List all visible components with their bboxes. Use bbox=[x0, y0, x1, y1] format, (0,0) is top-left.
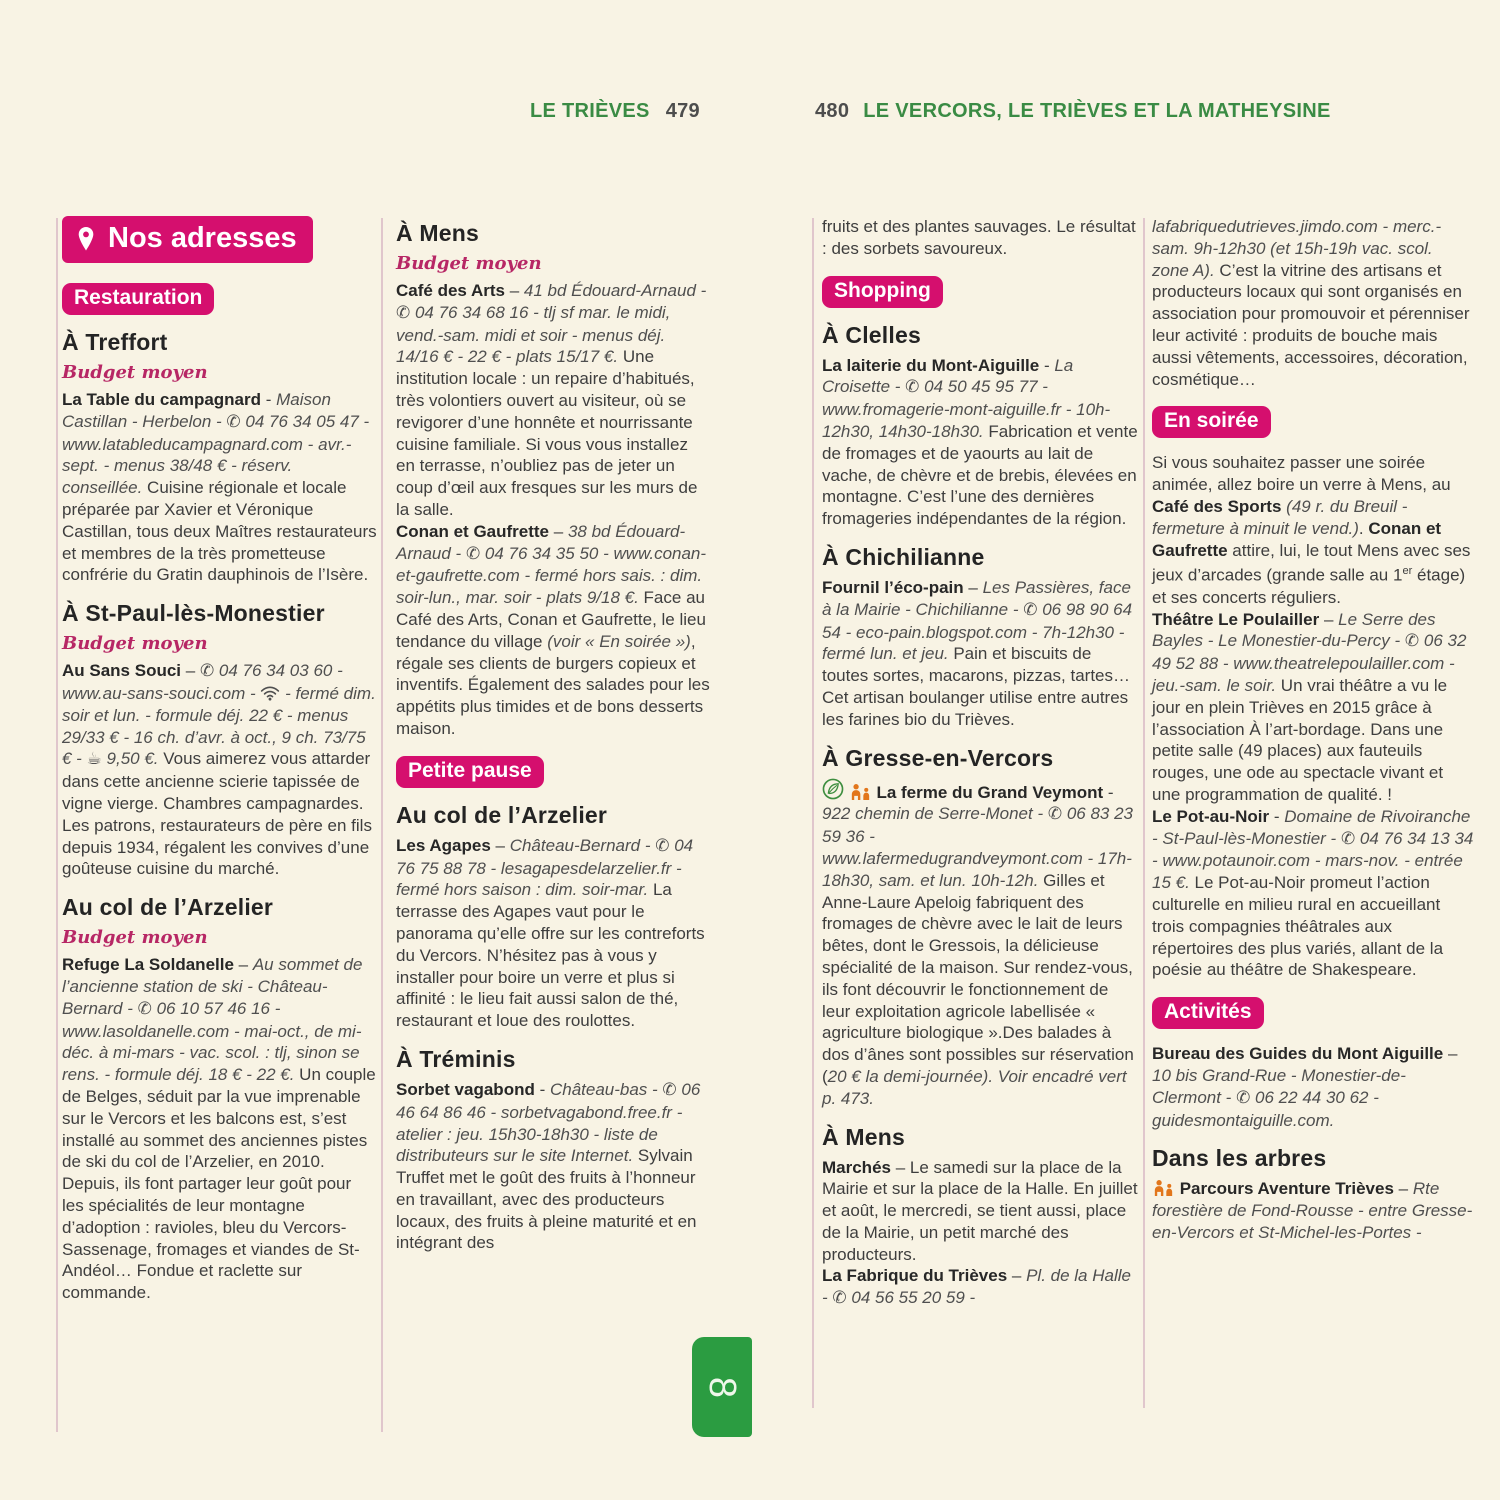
text-segment: - bbox=[534, 1079, 550, 1099]
text-segment: 04 76 34 13 34 - www.potaunoir.com - mars-nov. - entrée 15 €. bbox=[1152, 828, 1474, 893]
text-segment: - bbox=[1269, 806, 1285, 826]
cup-icon: ☕ bbox=[86, 749, 102, 770]
entry-paragraph bbox=[396, 521, 710, 740]
text-segment: . bbox=[1358, 518, 1369, 538]
entry-paragraph bbox=[396, 835, 710, 1032]
map-pin-icon bbox=[74, 226, 98, 252]
text-segment: fruits et des plantes sauvages. Le résultat : des sorbets savoureux. bbox=[822, 217, 1136, 258]
text-segment: La ferme du Grand Veymont bbox=[871, 782, 1104, 802]
place-heading: À Mens bbox=[822, 1123, 905, 1150]
text-segment: 04 76 34 68 16 - tlj sf mar. le midi, vend.-sam. midi et soir - menus déj. 14/16 € - 22 € - plats 15/17 €. bbox=[396, 302, 671, 367]
text-segment: Sylvain Truffet met le goût des fruits à l’honneur en travaillant, avec des producteurs locaux, des fruits à pleine maturité et en intégrant des bbox=[396, 1146, 697, 1253]
section-badge-label: Petite pause bbox=[408, 758, 532, 782]
text-segment: 04 76 34 05 47 - www.latableducampagnard.com - avr.-sept. - menus 38/48 € - réserv. conseillée. bbox=[62, 411, 370, 498]
text-segment: Parcours Aventure Trièves bbox=[1175, 1179, 1394, 1199]
column-4 bbox=[1152, 216, 1474, 1244]
text-segment: Une institution locale : un repaire d’habitués, très volontiers ouvert au visiteur, où se revigorer d’une honnête et nourrissante cuisine familiale. Si vous vous installez en terrasse, n’oubliez pas de jeter un coup d’œil aux fresques sur les murs de la salle. bbox=[396, 347, 698, 519]
chapter-tab-number: 8 bbox=[701, 1376, 744, 1398]
column-1 bbox=[62, 216, 377, 1304]
entry-paragraph bbox=[822, 355, 1138, 530]
text-segment: – bbox=[181, 661, 200, 681]
text-segment: 04 56 55 20 59 - bbox=[846, 1288, 976, 1308]
place-heading: À Gresse-en-Vercors bbox=[822, 744, 1054, 771]
text-segment: 06 46 64 86 46 - sorbetvagabond.free.fr - atelier : jeu. 15h30-18h30 - liste de distributeurs sur le site Internet. bbox=[396, 1079, 701, 1166]
right-page-running-head bbox=[815, 100, 1331, 123]
section-badge bbox=[396, 756, 544, 788]
text-segment: – bbox=[1443, 1044, 1458, 1064]
text-segment: Le Pot-au-Noir bbox=[1152, 806, 1270, 826]
text-segment: Le Pot-au-Noir promeut l’action culturelle en milieu rural en accueillant trois compagnies théâtrales aux répertoires des plus variés, allant de la poésie au théâtre de Shakespeare. bbox=[1152, 873, 1444, 980]
entry-paragraph bbox=[1152, 609, 1474, 806]
phone-icon: ✆ bbox=[199, 661, 215, 682]
text-segment: Au Sans Souci bbox=[62, 661, 182, 681]
column-2 bbox=[396, 216, 710, 1254]
section-badge-label: En soirée bbox=[1164, 409, 1259, 433]
entry-paragraph bbox=[1152, 806, 1474, 981]
entry-paragraph bbox=[822, 778, 1138, 1110]
budget-label: Budget moyen bbox=[62, 362, 208, 383]
text-segment: (49 r. du Breuil - fermeture à minuit le vend.) bbox=[1152, 496, 1408, 538]
section-badge bbox=[62, 283, 214, 315]
text-segment: , régale ses clients de burgers copieux et inventifs. Également des salades pour les appétits plus timides et de bons desserts maison. bbox=[396, 631, 710, 738]
column-divider bbox=[812, 218, 814, 1408]
text-segment: – bbox=[963, 577, 983, 597]
phone-icon: ✆ bbox=[662, 1079, 677, 1100]
text-segment: Le Serre des Bayles - Le Monestier-du-Percy - bbox=[1152, 609, 1436, 651]
text-segment: Vous aimerez vous attarder dans cette ancienne scierie tapissée de vigne vierge. Chambres campagnardes. Les patrons, restaurateurs de père en fils depuis 1934, régalent les convives d’une goûteuse cuisine du marché. bbox=[62, 749, 372, 879]
place-heading: À Treffort bbox=[62, 329, 168, 355]
budget-label: Budget moyen bbox=[62, 633, 208, 655]
text-segment: Pl. de la Halle - bbox=[822, 1266, 1131, 1308]
family-icon bbox=[1152, 1178, 1175, 1200]
text-segment: Si vous souhaitez passer une soirée animée, allez boire un verre à Mens, au bbox=[1152, 453, 1451, 495]
text-segment: 20 € la demi-journée). Voir encadré vert p. 473. bbox=[822, 1066, 1127, 1108]
section-badge-label: Restauration bbox=[74, 286, 203, 309]
text-segment: Un vrai théâtre a vu le jour en plein Trièves en 2015 grâce à l’association À l’art-bordage. Dans une petite salle (49 places) aux fauteuils rouges, une ode au spectacle vivant et une programmation de qualité. ! bbox=[1152, 676, 1448, 804]
section-badge bbox=[1152, 997, 1264, 1029]
text-segment: La Croisette - bbox=[822, 355, 1074, 397]
text-segment: 10 bis Grand-Rue - Monestier-de-Clermont - bbox=[1152, 1065, 1406, 1107]
phone-icon: ✆ bbox=[1404, 631, 1420, 652]
text-segment: 06 22 44 30 62 - guidesmontaiguille.com. bbox=[1152, 1087, 1379, 1130]
text-segment: 04 76 75 88 78 - lesagapesdelarzelier.fr - fermé hors saison : dim. soir-mar. bbox=[396, 835, 694, 900]
place-heading: À Tréminis bbox=[396, 1045, 516, 1072]
phone-icon: ✆ bbox=[1047, 804, 1063, 825]
entry-paragraph bbox=[1152, 216, 1474, 390]
entry-paragraph bbox=[822, 1157, 1138, 1266]
text-segment: 06 98 90 64 54 - eco-pain.blogspot.com - 7h-12h30 - fermé lun. et jeu. bbox=[822, 599, 1133, 664]
text-segment: 922 chemin de Serre-Monet - bbox=[822, 804, 1048, 824]
text-segment: Bureau des Guides du Mont Aiguille bbox=[1152, 1044, 1444, 1064]
place-heading: Au col de l’Arzelier bbox=[62, 894, 274, 921]
text-segment: 04 50 45 95 77 - www.fromagerie-mont-aiguille.fr - 10h-12h30, 14h30-18h30. bbox=[822, 377, 1111, 441]
text-segment: Sorbet vagabond bbox=[396, 1079, 535, 1099]
text-segment: Refuge La Soldanelle bbox=[62, 955, 234, 975]
text-segment: La Fabrique du Trièves bbox=[822, 1266, 1008, 1286]
right-page-number: 480 bbox=[815, 100, 850, 122]
phone-icon: ✆ bbox=[905, 377, 920, 398]
phone-icon: ✆ bbox=[465, 543, 481, 564]
nos-adresses-title-box bbox=[62, 216, 313, 263]
text-segment: Rte forestière de Fond-Rousse - entre Gresse-en-Vercors et St-Michel-les-Portes - bbox=[1152, 1179, 1473, 1242]
place-heading: À Mens bbox=[396, 220, 479, 246]
leaf-icon bbox=[822, 778, 844, 804]
text-segment: Cuisine régionale et locale préparée par Xavier et Véronique Castillan, tous deux Maîtres restaurateurs et membres de la très prometteuse confrérie du Gratin dauphinois de l’Isère. bbox=[62, 478, 377, 585]
text-segment: 38 bd Édouard-Arnaud - bbox=[396, 521, 686, 563]
place-heading: À St-Paul-lès-Monestier bbox=[62, 600, 325, 627]
place-heading: Au col de l’Arzelier bbox=[396, 801, 608, 828]
text-segment: Domaine de Rivoiranche - St-Paul-lès-Monestier - bbox=[1152, 806, 1471, 848]
section-badge bbox=[1152, 406, 1271, 438]
text-segment: 9,50 €. bbox=[101, 749, 159, 769]
text-segment: – bbox=[490, 835, 510, 855]
text-segment: Les Passières, face à la Mairie - Chichilianne - bbox=[822, 577, 1131, 619]
text-segment: (voir « En soirée ») bbox=[547, 631, 691, 651]
text-segment: 06 10 57 46 16 - www.lasoldanelle.com - mai-oct., de mi-déc. à mi-mars - vac. scol. : tlj, sinon se rens. - formule déj. 18 € - 22 €. bbox=[62, 998, 362, 1085]
chapter-page-tab bbox=[692, 1337, 752, 1437]
phone-icon: ✆ bbox=[396, 302, 411, 323]
column-divider bbox=[381, 218, 383, 1432]
entry-paragraph bbox=[396, 280, 710, 521]
entry-paragraph bbox=[62, 660, 377, 880]
column-divider bbox=[1143, 218, 1145, 1408]
family-icon bbox=[849, 782, 872, 804]
entry-paragraph bbox=[822, 1265, 1138, 1310]
section-badge-label: Shopping bbox=[834, 278, 931, 302]
text-segment: – bbox=[1319, 609, 1339, 629]
column-divider bbox=[56, 218, 58, 1432]
phone-icon: ✆ bbox=[137, 998, 152, 1019]
text-segment: – bbox=[1007, 1266, 1027, 1286]
entry-paragraph bbox=[822, 577, 1138, 731]
phone-icon: ✆ bbox=[655, 835, 670, 856]
text-segment: er bbox=[1402, 565, 1413, 578]
text-segment: Marchés bbox=[822, 1157, 891, 1177]
budget-label: Budget moyen bbox=[396, 253, 542, 274]
section-badge bbox=[822, 276, 943, 308]
entry-paragraph bbox=[822, 216, 1138, 260]
phone-icon: ✆ bbox=[832, 1288, 847, 1309]
wifi-icon bbox=[260, 683, 280, 705]
text-segment: – bbox=[1393, 1179, 1413, 1199]
text-segment: – bbox=[549, 521, 568, 541]
place-heading: À Clelles bbox=[822, 321, 921, 348]
text-segment: – bbox=[233, 955, 253, 975]
entry-paragraph bbox=[396, 1079, 710, 1254]
text-segment: Maison Castillan - Herbelon - bbox=[62, 390, 331, 431]
text-segment: 06 83 23 59 36 - www.lafermedugrandveymont.com - 17h-18h30, sam. et lun. 10h-12h. bbox=[822, 804, 1133, 890]
text-segment: La Table du campagnard bbox=[62, 390, 262, 409]
text-segment: Conan et Gaufrette bbox=[1152, 518, 1442, 560]
section-title-label: Nos adresses bbox=[108, 222, 297, 254]
text-segment: Café des Arts bbox=[396, 281, 505, 300]
section-badge-label: Activités bbox=[1164, 1000, 1252, 1024]
text-segment: 41 bd Édouard-Arnaud - bbox=[523, 281, 707, 300]
text-segment: Gilles et Anne-Laure Apeloig fabriquent des fromages de chèvre avec le lait de leurs bêtes, dont le Gressois, la délicieuse spécialité de la maison. Sur rendez-vous, ils font découvrir le fonctionnement de leur exploitation agricole labellisée « agriculture biologique ».Des balades à dos d’ânes sont possibles sur réservation ( bbox=[822, 870, 1134, 1086]
text-segment: C’est la vitrine des artisans et producteurs locaux qui sont organisés en association pour promouvoir et pérenniser leur activité : produits de bouche mais aussi vêtements, accessoires, décoration, cosmétique… bbox=[1152, 260, 1470, 389]
place-heading: À Chichilianne bbox=[822, 543, 985, 570]
left-page-number: 479 bbox=[665, 100, 700, 122]
text-segment: attire, lui, le tout Mens avec ses jeux d’arcades (grande salle au 1 bbox=[1152, 540, 1471, 586]
text-segment: - fermé dim. soir et lun. - formule déj. 22 € - menus 29/33 € - 16 ch. d’avr. à oct., 9 ch. 73/75 € - bbox=[62, 683, 376, 769]
text-segment: lafabriquedutrieves.jimdo.com - merc.-sam. 9h-12h30 (et 15h-19h vac. scol. zone A). bbox=[1152, 217, 1442, 280]
text-segment: 04 76 34 35 50 - www.conan-et-gaufrette.com - fermé hors sais. : dim. soir-lun., mar. soir - plats 9/18 €. bbox=[396, 543, 707, 608]
left-page-running-head bbox=[530, 100, 700, 123]
column-3 bbox=[822, 216, 1138, 1310]
phone-icon: ✆ bbox=[1340, 828, 1356, 849]
text-segment: 04 76 34 03 60 - www.au-sans-souci.com - bbox=[62, 661, 343, 703]
text-segment: Les Agapes bbox=[396, 835, 491, 855]
text-segment: – bbox=[504, 281, 524, 300]
text-segment: La laiterie du Mont-Aiguille bbox=[822, 355, 1040, 375]
entry-paragraph bbox=[1152, 1043, 1474, 1131]
text-segment: Au sommet de l’ancienne station de ski - Château-Bernard - bbox=[62, 955, 363, 1018]
text-segment: Un couple de Belges, séduit par la vue imprenable sur le Vercors et les balcons est, s’est installé au sommet des anciennes pistes de ski du col de l’Arzelier, en 2010. Depuis, ils font partager leur goût pour les spécialités de leur montagne d’adoption : ravioles, bleu du Vercors-Sassenage, fromages et viandes de St-Andéol… Fondue et raclette sur commande. bbox=[62, 1065, 376, 1303]
entry-paragraph bbox=[1152, 1178, 1474, 1243]
left-page-title: LE TRIÈVES bbox=[530, 100, 650, 122]
text-segment: Fournil l’éco-pain bbox=[822, 577, 964, 597]
text-segment: Château-bas - bbox=[549, 1079, 663, 1099]
text-segment: Théâtre Le Poulailler bbox=[1152, 609, 1320, 629]
text-segment: Café des Sports bbox=[1152, 496, 1282, 516]
text-segment: - bbox=[1103, 782, 1114, 802]
text-segment: - bbox=[261, 390, 277, 409]
text-segment: – Le samedi sur la place de la Mairie et sur la place de la Halle. En juillet et août, le mercredi, se tient aussi, place de la Mairie, un petit marché des producteurs. bbox=[822, 1157, 1138, 1264]
phone-icon: ✆ bbox=[1023, 599, 1038, 620]
phone-icon: ✆ bbox=[226, 411, 241, 432]
text-segment: Château-Bernard - bbox=[509, 835, 656, 855]
entry-paragraph bbox=[62, 389, 377, 586]
text-segment: Fabrication et vente de fromages et de yaourts au lait de vache, de chèvre et de brebis, élevées en montagne. C’est l’une des dernières fromageries indépendantes de la région. bbox=[822, 421, 1138, 529]
place-heading: Dans les arbres bbox=[1152, 1145, 1327, 1172]
text-segment: étage) et ses concerts réguliers. bbox=[1152, 566, 1466, 607]
text-segment: Face au Café des Arts, Conan et Gaufrette, le lieu tendance du village bbox=[396, 588, 706, 651]
text-segment: - bbox=[1039, 355, 1055, 375]
budget-label: Budget moyen bbox=[62, 927, 208, 949]
entry-paragraph bbox=[1152, 452, 1474, 608]
right-page-title: LE VERCORS, LE TRIÈVES ET LA MATHEYSINE bbox=[863, 100, 1331, 122]
text-segment: 06 32 49 52 88 - www.theatrelepoulailler.com - jeu.-sam. le soir. bbox=[1152, 631, 1467, 695]
text-segment: La terrasse des Agapes vaut pour le panorama qu’elle offre sur les contreforts du Vercors. N’hésitez pas à vous y installer pour boire un verre et plus si affinité : le lieu fait aussi salon de thé, restaurant et loue des roulottes. bbox=[396, 880, 705, 1031]
phone-icon: ✆ bbox=[1236, 1087, 1251, 1108]
text-segment: Pain et biscuits de toutes sortes, macarons, pizzas, tartes… Cet artisan boulanger utilise entre autres les farines bio du Trièves. bbox=[822, 644, 1131, 729]
entry-paragraph bbox=[62, 954, 377, 1304]
text-segment: Conan et Gaufrette bbox=[396, 521, 550, 541]
